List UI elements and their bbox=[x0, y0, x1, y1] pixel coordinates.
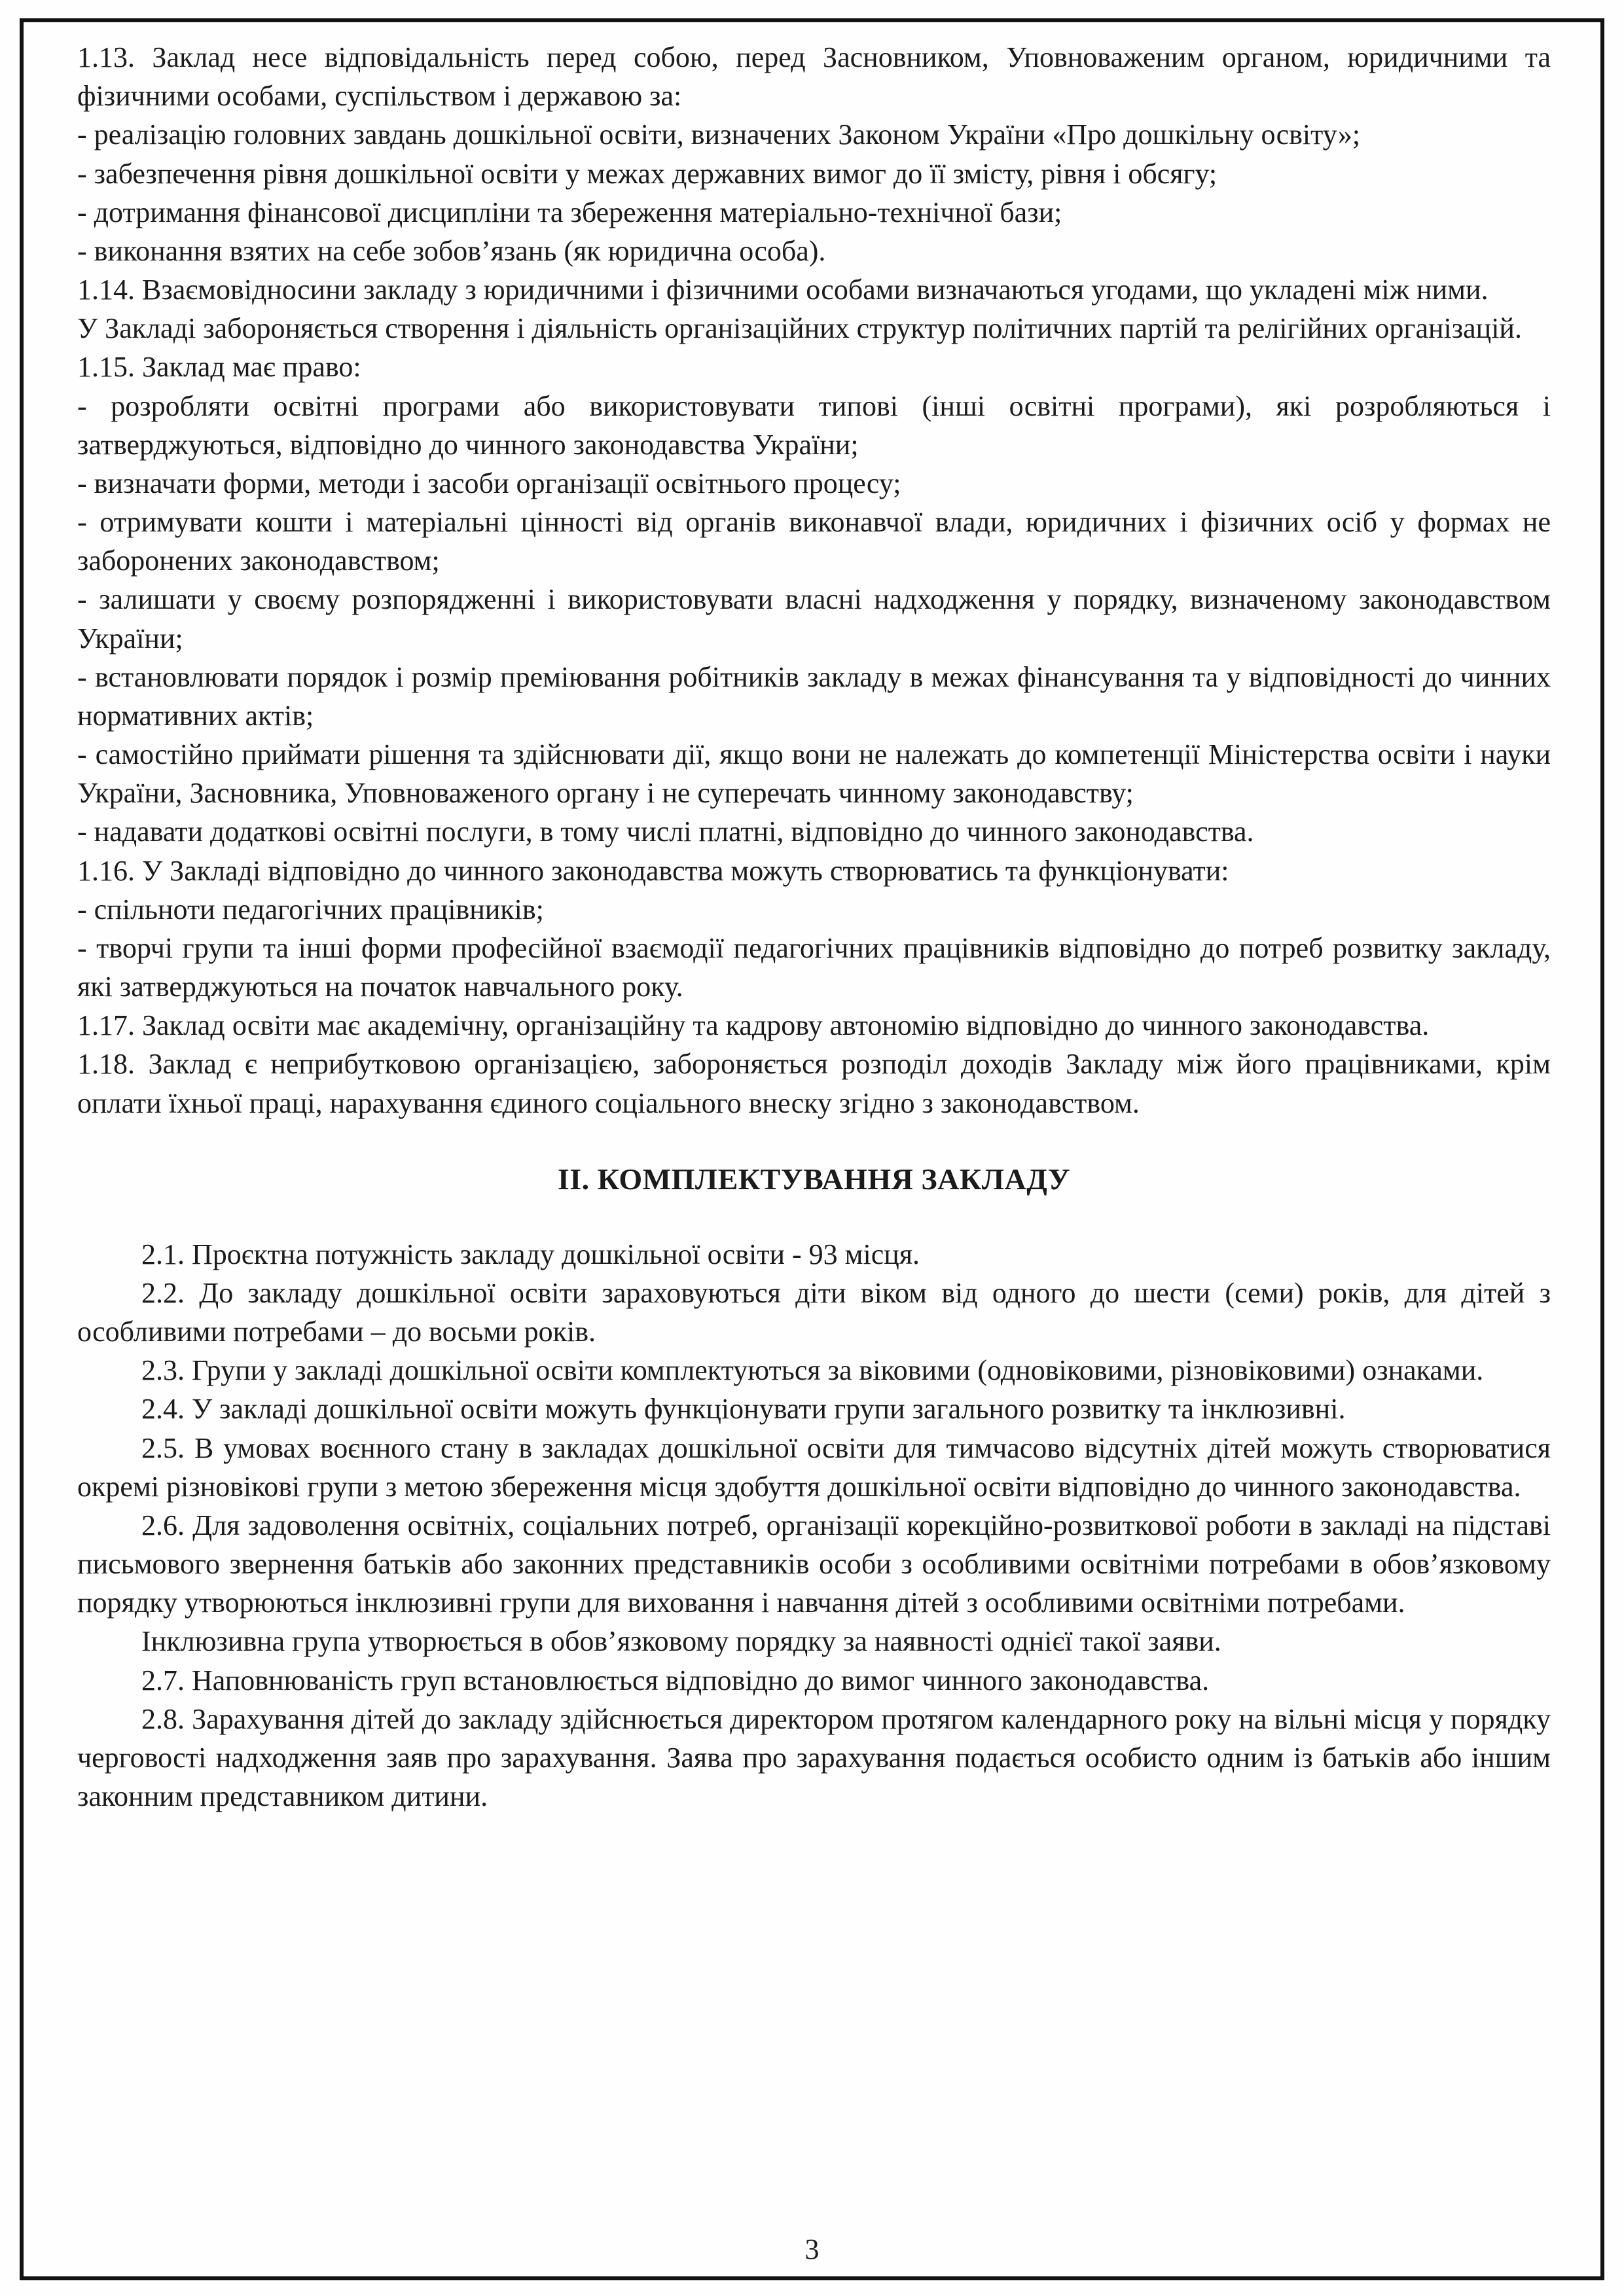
paragraph: - виконання взятих на себе зобов’язань (як юридична особа). bbox=[77, 234, 826, 267]
paragraph: - залишати у своєму розпорядженні і використовувати власні надходження у порядку, визначеному законодавством України; bbox=[77, 583, 1551, 655]
paragraph: 2.3. Групи у закладі дошкільної освіти комплектуються за віковими (одновіковими, різновіковими) ознаками. bbox=[141, 1354, 1484, 1387]
paragraph: 1.15. Заклад має право: bbox=[77, 351, 361, 384]
paragraph: 2.6. Для задоволення освітніх, соціальних потреб, організації корекційно-розвиткової роботи в закладі на підставі письмового звернення батьків або законних представників особи з особливими освітніми потребами в обов’язковому порядку утворюються інклюзивні групи для виховання і навчання дітей з особливими освітніми потребами. bbox=[77, 1509, 1551, 1619]
paragraph: - розробляти освітні програми або використовувати типові (інші освітні програми), які розробляються і затверджуються, відповідно до чинного законодавства України; bbox=[77, 389, 1551, 461]
section-heading: ІІ. КОМПЛЕКТУВАННЯ ЗАКЛАДУ bbox=[557, 1162, 1071, 1196]
paragraph: 2.8. Зарахування дітей до закладу здійснюється директором протягом календарного року на вільні місця у порядку черговості надходження заяв про зарахування. Заява про зарахування подається особисто одним із батьків або іншим законним представником дитини. bbox=[77, 1702, 1551, 1813]
paragraph: - дотримання фінансової дисципліни та збереження матеріально-технічної бази; bbox=[77, 196, 1062, 228]
paragraph: 1.13. Заклад несе відповідальність перед собою, перед Засновником, Уповноваженим органом, юридичними та фізичними особами, суспільством і державою за: bbox=[77, 41, 1551, 113]
document-body bbox=[77, 38, 1551, 1816]
paragraph: 2.5. В умовах воєнного стану в закладах дошкільної освіти для тимчасово відсутніх дітей можуть створюватися окремі різновікові групи з метою збереження місця здобуття дошкільної освіти відповідно до чинного законодавства. bbox=[77, 1431, 1551, 1503]
paragraph: 2.4. У закладі дошкільної освіти можуть функціонувати групи загального розвитку та інклюзивні. bbox=[141, 1393, 1346, 1426]
paragraph: 1.16. У Закладі відповідно до чинного законодавства можуть створюватись та функціонувати: bbox=[77, 854, 1229, 887]
paragraph: 2.7. Наповнюваність груп встановлюється відповідно до вимог чинного законодавства. bbox=[141, 1664, 1210, 1696]
paragraph: 1.14. Взаємовідносини закладу з юридичними і фізичними особами визначаються угодами, що укладені між ними. bbox=[77, 274, 1489, 306]
paragraph: - надавати додаткові освітні послуги, в тому числі платні, відповідно до чинного законодавства. bbox=[77, 816, 1254, 848]
paragraph: - самостійно приймати рішення та здійснювати дії, якщо вони не належать до компетенції Міністерства освіти і науки України, Засновника, Уповноваженого органу і не суперечать чинному законодавству; bbox=[77, 738, 1551, 810]
paragraph: - отримувати кошти і матеріальні цінності від органів виконавчої влади, юридичних і фізичних осіб у формах не заборонених законодавством; bbox=[77, 506, 1551, 577]
paragraph: У Закладі забороняється створення і діяльність організаційних структур політичних партій та релігійних організацій. bbox=[77, 312, 1522, 345]
paragraph: - забезпечення рівня дошкільної освіти у межах державних вимог до її змісту, рівня і обсягу; bbox=[77, 157, 1218, 190]
paragraph: - визначати форми, методи і засоби організації освітнього процесу; bbox=[77, 467, 901, 499]
paragraph: - творчі групи та інші форми професійної взаємодії педагогічних працівників відповідно до потреб розвитку закладу, які затверджуються на початок навчального року. bbox=[77, 931, 1551, 1003]
paragraph: 1.17. Заклад освіти має академічну, організаційну та кадрову автономію відповідно до чинного законодавства. bbox=[77, 1009, 1430, 1042]
paragraph: - встановлювати порядок і розмір преміювання робітників закладу в межах фінансування та у відповідності до чинних нормативних актів; bbox=[77, 660, 1551, 732]
paragraph: 2.1. Проєктна потужність закладу дошкільної освіти - 93 місця. bbox=[141, 1238, 920, 1270]
paragraph: - реалізацію головних завдань дошкільної освіти, визначених Законом України «Про дошкільну освіту»; bbox=[77, 118, 1361, 151]
paragraph: - спільноти педагогічних працівників; bbox=[77, 893, 544, 925]
paragraph: 2.2. До закладу дошкільної освіти зараховуються діти віком від одного до шести (семи) років, для дітей з особливими потребами – до восьми років. bbox=[77, 1276, 1551, 1348]
paragraph: Інклюзивна група утворюється в обов’язковому порядку за наявності однієї такої заяви. bbox=[141, 1625, 1221, 1658]
paragraph: 1.18. Заклад є неприбутковою організацією, забороняється розподіл доходів Закладу між його працівниками, крім оплати їхньої праці, нарахування єдиного соціального внеску згідно з законодавством. bbox=[77, 1048, 1551, 1119]
page-number: 3 bbox=[804, 2233, 820, 2265]
